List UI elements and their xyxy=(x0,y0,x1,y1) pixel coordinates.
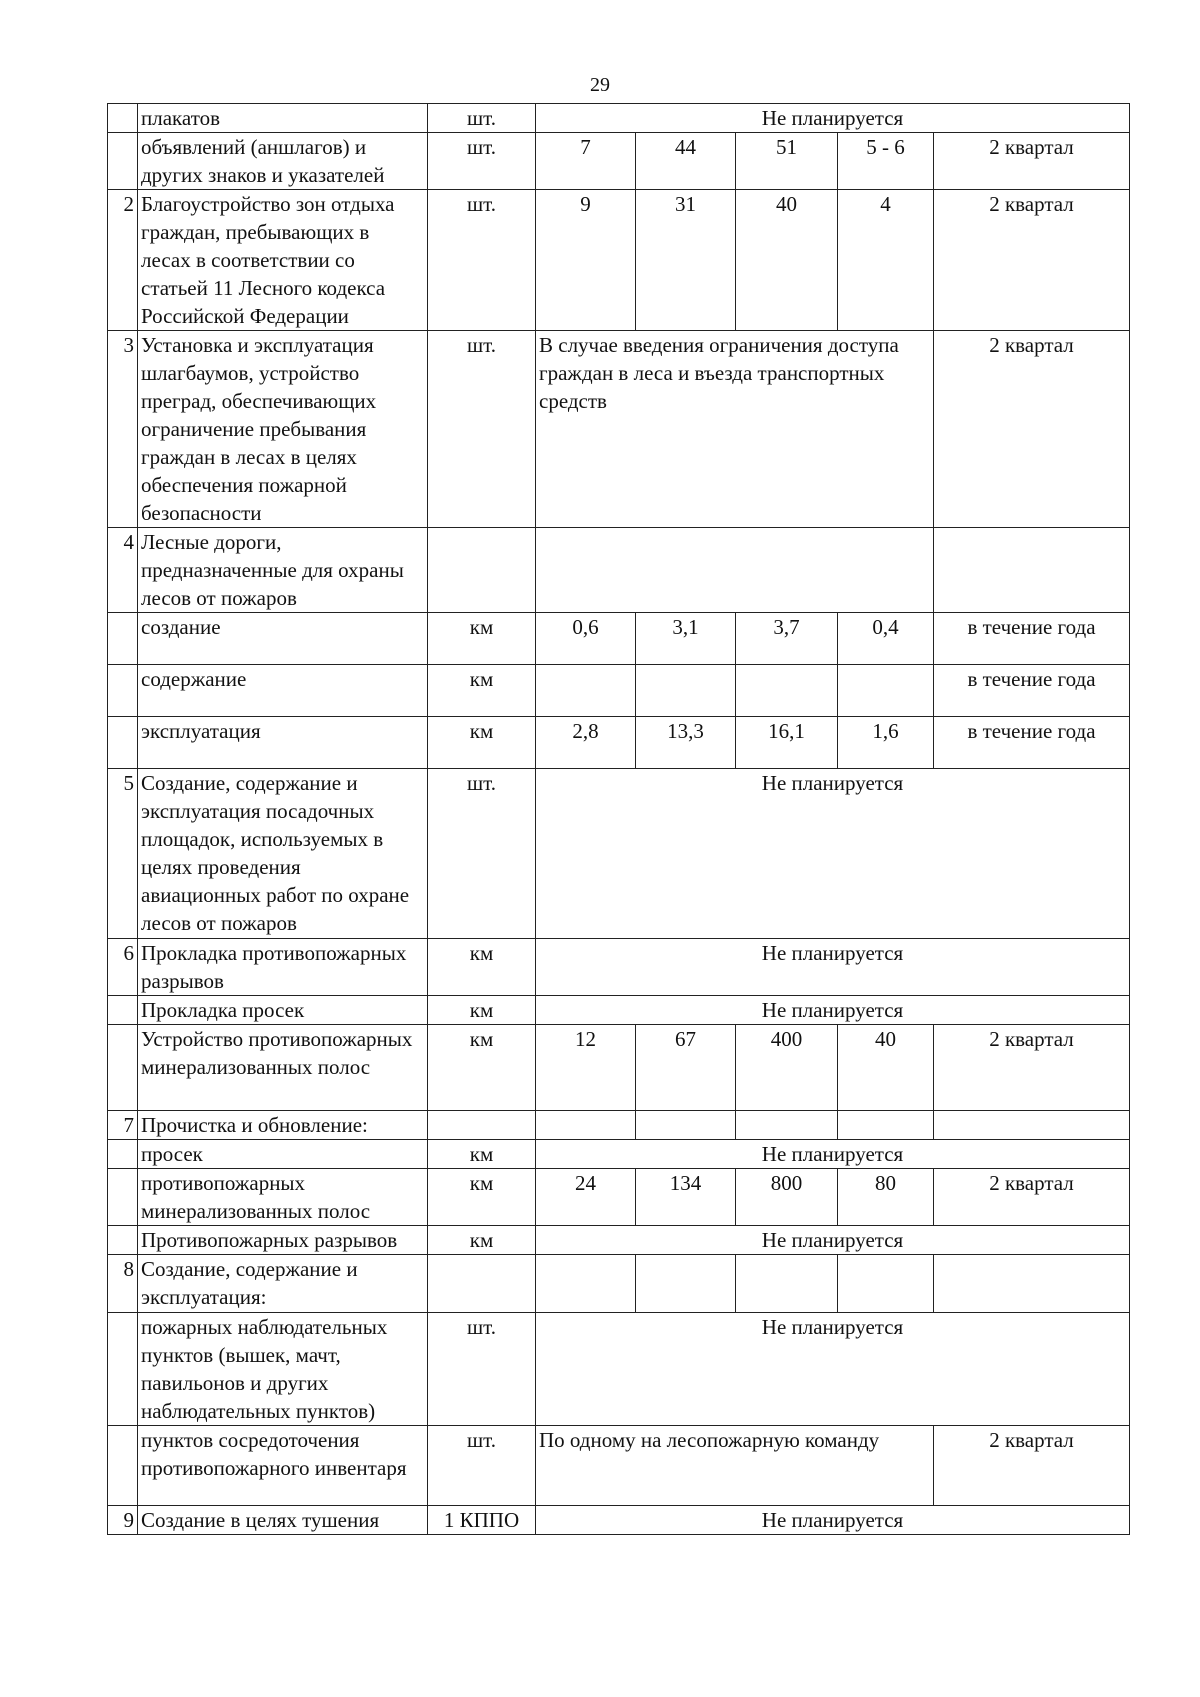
value-cell xyxy=(536,1111,636,1140)
row-unit: км xyxy=(428,1226,536,1255)
table-row xyxy=(108,104,1130,133)
table-row xyxy=(108,1426,1130,1506)
value-cell: 9 xyxy=(536,190,636,331)
value-cell: 67 xyxy=(636,1025,736,1111)
value-cell xyxy=(536,665,636,717)
row-name: эксплуатация xyxy=(138,717,428,769)
fire-protection-table xyxy=(107,103,1130,1535)
row-unit xyxy=(428,1255,536,1313)
row-number xyxy=(108,1426,138,1506)
not-planned-cell: Не планируется xyxy=(536,939,1130,996)
row-number xyxy=(108,613,138,665)
row-name: пожарных наблюдательных пунктов (вышек, мачт, павильонов и других наблюдательных пунктов) xyxy=(138,1313,428,1426)
not-planned-cell: Не планируется xyxy=(536,1226,1130,1255)
value-cell xyxy=(736,1111,838,1140)
value-cell: 0,4 xyxy=(838,613,934,665)
row-period xyxy=(934,1111,1130,1140)
row-number xyxy=(108,1313,138,1426)
value-cell: 40 xyxy=(838,1025,934,1111)
row-period: в течение года xyxy=(934,717,1130,769)
value-cell: 5 - 6 xyxy=(838,133,934,190)
table-row xyxy=(108,1506,1130,1535)
blank-cell xyxy=(536,528,934,613)
not-planned-cell: Не планируется xyxy=(536,769,1130,939)
table-row xyxy=(108,665,1130,717)
table-row xyxy=(108,331,1130,528)
value-cell: 12 xyxy=(536,1025,636,1111)
row-unit: шт. xyxy=(428,1313,536,1426)
not-planned-cell: Не планируется xyxy=(536,1313,1130,1426)
row-name: Создание, содержание и эксплуатация посадочных площадок, используемых в целях проведения авиационных работ по охране лесов от пожаров xyxy=(138,769,428,939)
value-cell xyxy=(636,665,736,717)
not-planned-cell: Не планируется xyxy=(536,996,1130,1025)
table-row xyxy=(108,939,1130,996)
table-row xyxy=(108,1111,1130,1140)
row-unit: шт. xyxy=(428,331,536,528)
row-name: просек xyxy=(138,1140,428,1169)
row-unit: км xyxy=(428,939,536,996)
row-name: Устройство противопожарных минерализованных полос xyxy=(138,1025,428,1111)
blank-cell xyxy=(934,528,1130,613)
row-unit: км xyxy=(428,996,536,1025)
value-cell: 1,6 xyxy=(838,717,934,769)
row-number xyxy=(108,1226,138,1255)
row-name: создание xyxy=(138,613,428,665)
row-number: 4 xyxy=(108,528,138,613)
row-period: 2 квартал xyxy=(934,1426,1130,1506)
table-row xyxy=(108,133,1130,190)
row-number xyxy=(108,133,138,190)
row-number xyxy=(108,996,138,1025)
row-period: 2 квартал xyxy=(934,190,1130,331)
value-cell xyxy=(838,1255,934,1313)
table-row xyxy=(108,1226,1130,1255)
row-number: 2 xyxy=(108,190,138,331)
value-cell: 24 xyxy=(536,1169,636,1226)
row-name: Благоустройство зон отдыха граждан, пребывающих в лесах в соответствии со статьей 11 Лесного кодекса Российской Федерации xyxy=(138,190,428,331)
row-unit: шт. xyxy=(428,769,536,939)
row-name: содержание xyxy=(138,665,428,717)
row-number xyxy=(108,1169,138,1226)
row-number: 3 xyxy=(108,331,138,528)
row-number: 9 xyxy=(108,1506,138,1535)
value-cell xyxy=(736,1255,838,1313)
value-cell: 16,1 xyxy=(736,717,838,769)
value-cell: 134 xyxy=(636,1169,736,1226)
row-name: Установка и эксплуатация шлагбаумов, устройство преград, обеспечивающих ограничение пребывания граждан в лесах в целях обеспечения пожарной безопасности xyxy=(138,331,428,528)
row-unit: км xyxy=(428,1169,536,1226)
table-row xyxy=(108,1313,1130,1426)
table-row xyxy=(108,613,1130,665)
value-cell: 4 xyxy=(838,190,934,331)
table-row xyxy=(108,528,1130,613)
row-number: 5 xyxy=(108,769,138,939)
row-number xyxy=(108,665,138,717)
row-period: 2 квартал xyxy=(934,1025,1130,1111)
value-cell: 13,3 xyxy=(636,717,736,769)
not-planned-cell: Не планируется xyxy=(536,104,1130,133)
value-cell: 2,8 xyxy=(536,717,636,769)
table-row xyxy=(108,769,1130,939)
table-row xyxy=(108,1025,1130,1111)
row-period: 2 квартал xyxy=(934,133,1130,190)
value-cell: 51 xyxy=(736,133,838,190)
row-number: 8 xyxy=(108,1255,138,1313)
row-unit: км xyxy=(428,613,536,665)
row-unit: шт. xyxy=(428,190,536,331)
value-cell: 400 xyxy=(736,1025,838,1111)
not-planned-cell: Не планируется xyxy=(536,1506,1130,1535)
row-name: Прокладка просек xyxy=(138,996,428,1025)
note-cell: В случае введения ограничения доступа граждан в леса и въезда транспортных средств xyxy=(536,331,934,528)
value-cell: 7 xyxy=(536,133,636,190)
value-cell: 40 xyxy=(736,190,838,331)
page-number: 29 xyxy=(590,74,610,96)
table-row xyxy=(108,1169,1130,1226)
row-name: Противопожарных разрывов xyxy=(138,1226,428,1255)
table-row xyxy=(108,996,1130,1025)
row-period xyxy=(934,1255,1130,1313)
row-number xyxy=(108,717,138,769)
row-period: в течение года xyxy=(934,613,1130,665)
row-name: Лесные дороги, предназначенные для охраны лесов от пожаров xyxy=(138,528,428,613)
row-unit: км xyxy=(428,665,536,717)
row-name: Прокладка противопожарных разрывов xyxy=(138,939,428,996)
row-number xyxy=(108,1140,138,1169)
row-name: противопожарных минерализованных полос xyxy=(138,1169,428,1226)
value-cell: 3,1 xyxy=(636,613,736,665)
row-number: 6 xyxy=(108,939,138,996)
row-name: Создание в целях тушения xyxy=(138,1506,428,1535)
value-cell: 0,6 xyxy=(536,613,636,665)
row-period: 2 квартал xyxy=(934,1169,1130,1226)
value-cell: 800 xyxy=(736,1169,838,1226)
row-unit: км xyxy=(428,1140,536,1169)
row-number xyxy=(108,1025,138,1111)
row-number xyxy=(108,104,138,133)
row-unit xyxy=(428,1111,536,1140)
row-unit: шт. xyxy=(428,1426,536,1506)
row-number: 7 xyxy=(108,1111,138,1140)
row-name: плакатов xyxy=(138,104,428,133)
row-unit: км xyxy=(428,1025,536,1111)
value-cell xyxy=(636,1255,736,1313)
row-period: 2 квартал xyxy=(934,331,1130,528)
row-period: в течение года xyxy=(934,665,1130,717)
not-planned-cell: Не планируется xyxy=(536,1140,1130,1169)
table-row xyxy=(108,190,1130,331)
value-cell: 80 xyxy=(838,1169,934,1226)
table-row xyxy=(108,717,1130,769)
value-cell xyxy=(838,665,934,717)
row-unit: км xyxy=(428,717,536,769)
row-name: Прочистка и обновление: xyxy=(138,1111,428,1140)
row-name: Создание, содержание и эксплуатация: xyxy=(138,1255,428,1313)
row-name: пунктов сосредоточения противопожарного инвентаря xyxy=(138,1426,428,1506)
note-cell: По одному на лесопожарную команду xyxy=(536,1426,934,1506)
row-unit: 1 КППО xyxy=(428,1506,536,1535)
value-cell xyxy=(838,1111,934,1140)
row-unit: шт. xyxy=(428,133,536,190)
table-row xyxy=(108,1140,1130,1169)
row-unit xyxy=(428,528,536,613)
value-cell: 31 xyxy=(636,190,736,331)
value-cell: 3,7 xyxy=(736,613,838,665)
row-unit: шт. xyxy=(428,104,536,133)
value-cell xyxy=(536,1255,636,1313)
value-cell xyxy=(636,1111,736,1140)
table-row xyxy=(108,1255,1130,1313)
row-name: объявлений (аншлагов) и других знаков и указателей xyxy=(138,133,428,190)
value-cell: 44 xyxy=(636,133,736,190)
value-cell xyxy=(736,665,838,717)
